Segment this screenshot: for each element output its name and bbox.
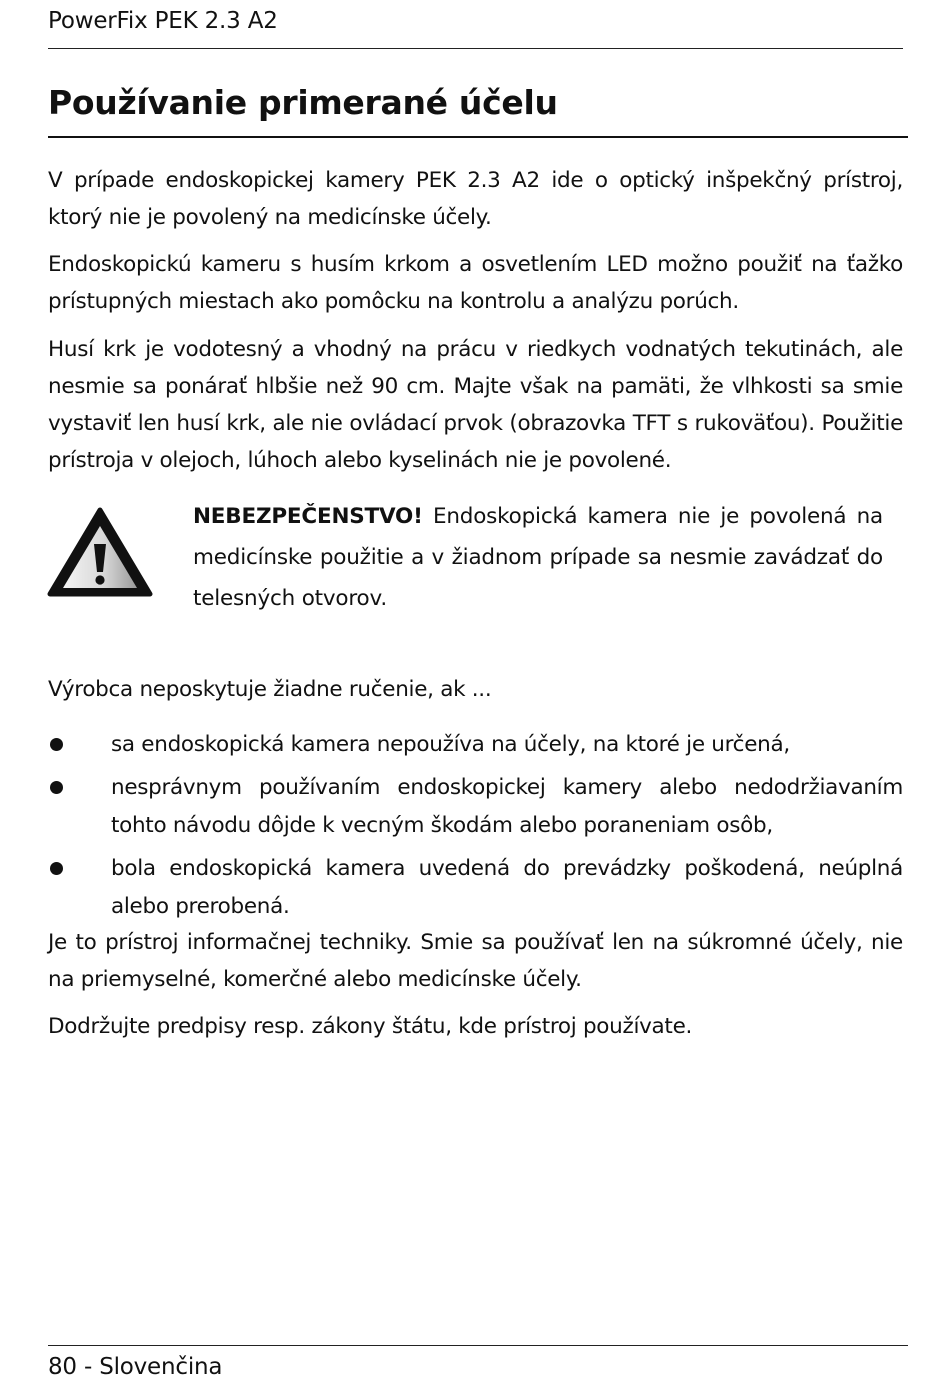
list-item-text: bola endoskopická kamera uvedená do prevádzky poškodená, neúplná alebo prerobená.	[111, 856, 903, 919]
liability-intro: Výrobca neposkytuje žiadne ručenie, ak ...	[48, 677, 492, 702]
warning-label: NEBEZPEČENSTVO!	[193, 504, 423, 529]
bullet-icon	[50, 781, 63, 794]
bullet-icon	[50, 862, 63, 875]
list-item	[48, 769, 903, 845]
page-footer: 80 - Slovenčina	[48, 1354, 223, 1380]
header-divider	[48, 48, 903, 49]
list-item-text: sa endoskopická kamera nepoužíva na účely, na ktoré je určená,	[111, 732, 790, 757]
warning-body: Endoskopická kamera nie je povolená na medicínske použitie a v žiadnom prípade sa nesmie zavádzať do telesných otvorov.	[193, 504, 883, 611]
list-item-text: nesprávnym používaním endoskopickej kamery alebo nedodržiavaním tohto návodu dôjde k vecným škodám alebo poraneniam osôb,	[111, 775, 903, 838]
title-divider	[48, 136, 908, 138]
paragraph-purpose: V prípade endoskopickej kamery PEK 2.3 A2 ide o optický inšpekčný prístroj, ktorý nie je povolený na medicínske účely.	[48, 168, 903, 230]
paragraph-waterproof: Husí krk je vodotesný a vhodný na prácu v riedkych vodnatých tekutinách, ale nesmie sa ponárať hlbšie než 90 cm. Majte však na pamäti, že vlhkosti sa smie vystaviť len husí krk, ale nie ovládací prvok (obrazovka TFT s rukoväťou). Použitie prístroja v olejoch, lúhoch alebo kyselinách nie je povolené.	[48, 337, 903, 473]
paragraph-device-type: Je to prístroj informačnej techniky. Smie sa používať len na súkromné účely, nie na priemyselné, komerčné alebo medicínske účely.	[48, 930, 903, 992]
page-header: PowerFix PEK 2.3 A2	[48, 8, 278, 34]
paragraph-usage: Endoskopickú kameru s husím krkom a osvetlením LED možno použiť na ťažko prístupných miestach ako pomôcku na kontrolu a analýzu porúch.	[48, 252, 903, 314]
warning-triangle-icon	[46, 506, 154, 600]
footer-divider	[48, 1345, 908, 1346]
liability-list	[48, 726, 903, 931]
list-item	[48, 850, 903, 926]
bullet-icon	[50, 738, 63, 751]
warning-message	[193, 496, 883, 619]
paragraph-regulations: Dodržujte predpisy resp. zákony štátu, kde prístroj používate.	[48, 1014, 693, 1039]
page-title: Používanie primerané účelu	[48, 83, 558, 122]
list-item	[48, 726, 903, 764]
